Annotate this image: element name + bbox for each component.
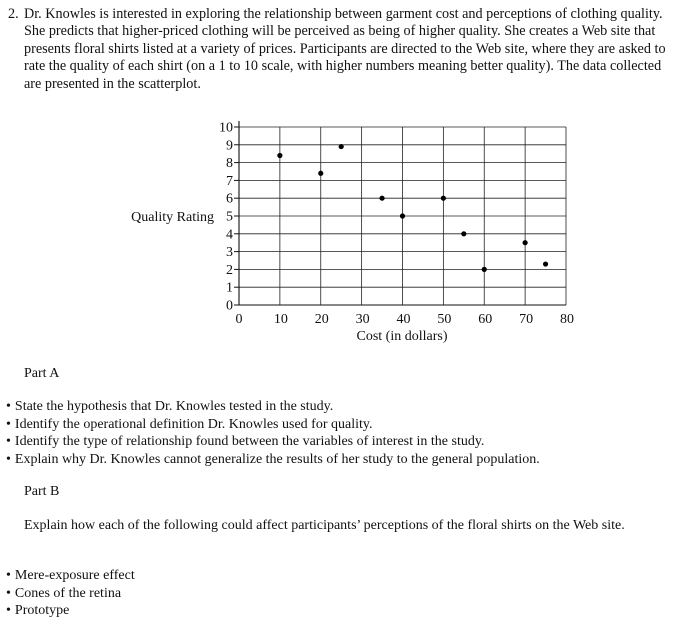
x-axis-label: Cost (in dollars) [356,329,448,344]
x-tick-label: 10 [273,312,288,327]
y-tick-label: 6 [226,191,233,207]
data-point [379,196,384,201]
x-tick-label: 0 [235,312,243,327]
data-point [461,231,466,236]
y-tick-label: 2 [226,262,233,278]
y-tick-label: 10 [219,120,233,136]
part-a-item: • State the hypothesis that Dr. Knowles tested in the study. [6,398,540,416]
chart-points [277,144,548,272]
x-tick-label: 40 [396,312,411,327]
part-b-list [6,567,135,620]
y-axis-label: Quality Rating [131,210,214,225]
question-body: Dr. Knowles is interested in exploring the relationship between garment cost and perceptions of clothing quality. She predicts that higher-priced clothing will be perceived as being of higher quality. She creates a Web site that presents floral shirts listed at a variety of prices. Participants are directed to the Web site, where they are asked to rate the quality of each shirt (on a 1 to 10 scale, with higher numbers meaning better quality). The data collected are presented in the scatterplot. [24,6,666,92]
data-point [441,196,446,201]
part-a-list [6,398,540,468]
part-b-label: Part B [24,484,60,499]
part-a-label: Part A [24,366,60,381]
y-tick-label: 7 [226,173,233,189]
y-tick-label: 5 [226,209,233,225]
data-point [318,171,323,176]
part-b-item: • Prototype [6,602,135,620]
x-tick-label: 30 [355,312,370,327]
y-tick-label: 3 [226,245,233,261]
data-point [277,153,282,158]
part-b-item: • Cones of the retina [6,585,135,603]
y-tick-label: 0 [226,298,233,314]
data-point [400,213,405,218]
chart-ticks [219,121,574,328]
y-tick-label: 1 [226,280,233,296]
y-tick-label: 9 [226,138,233,154]
part-a-item: • Identify the type of relationship found between the variables of interest in the study. [6,433,540,451]
x-tick-label: 50 [437,312,452,327]
x-tick-label: 20 [314,312,329,327]
y-tick-label: 4 [226,227,233,243]
part-b-item: • Mere-exposure effect [6,567,135,585]
data-point [543,261,548,266]
y-tick-label: 8 [226,156,233,172]
x-tick-label: 60 [478,312,493,327]
part-b-text: Explain how each of the following could affect participants’ perceptions of the floral shirts on the Web site. [24,518,625,533]
x-tick-label: 70 [519,312,534,327]
data-point [523,240,528,245]
data-point [339,144,344,149]
part-a-item: • Identify the operational definition Dr. Knowles used for quality. [6,416,540,434]
part-a-item: • Explain why Dr. Knowles cannot generalize the results of her study to the general population. [6,451,540,469]
question-number: 2. [8,6,19,22]
data-point [482,267,487,272]
x-tick-label: 80 [560,312,574,327]
